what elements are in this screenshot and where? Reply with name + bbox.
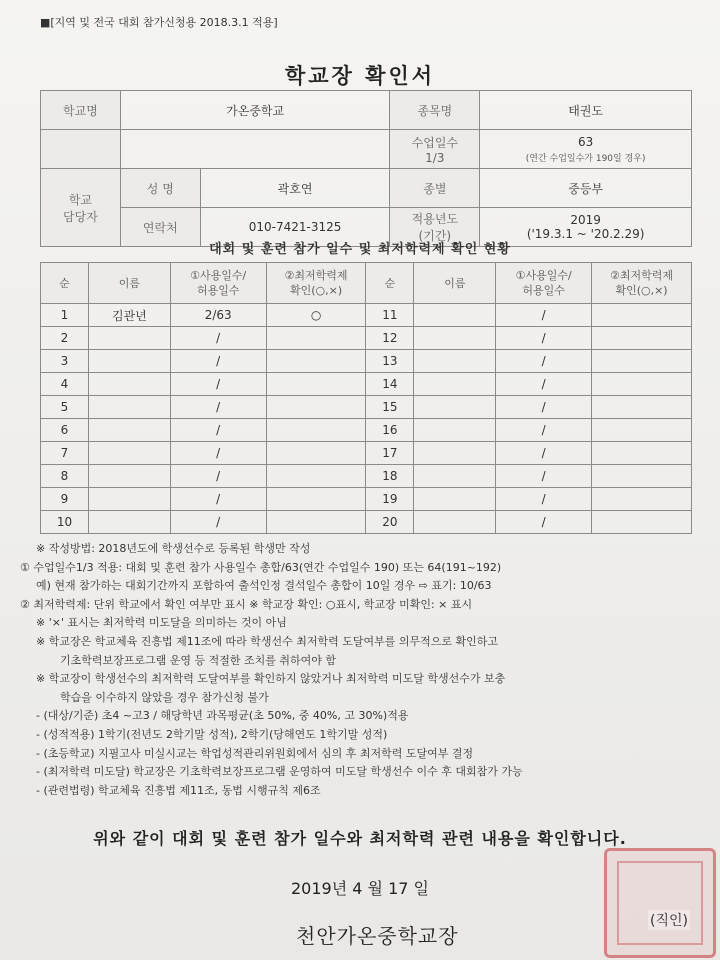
row-check bbox=[266, 419, 366, 442]
row-check bbox=[266, 396, 366, 419]
row-days: / bbox=[170, 350, 266, 373]
row-days-right: / bbox=[496, 396, 592, 419]
row-no: 4 bbox=[41, 373, 89, 396]
table-row bbox=[41, 327, 692, 350]
row-no: 7 bbox=[41, 442, 89, 465]
year-label-line1: 적용년도 bbox=[411, 212, 459, 226]
row-no: 9 bbox=[41, 488, 89, 511]
header-min-academic-line1: ②최저학력제 bbox=[284, 269, 348, 282]
row-check-right bbox=[592, 396, 692, 419]
seal-inner-border bbox=[617, 861, 703, 945]
note-line: - (초등학교) 지필고사 미실시교는 학업성적관리위원회에서 심의 후 최저학력 도달여부 결정 bbox=[36, 746, 474, 760]
table-row bbox=[41, 304, 692, 327]
row-name-right bbox=[414, 350, 496, 373]
row-check-right bbox=[592, 442, 692, 465]
row-no-right: 19 bbox=[366, 488, 414, 511]
row-days-right: / bbox=[496, 442, 592, 465]
row-no-right: 20 bbox=[366, 511, 414, 534]
issue-date: 2019년 4 월 17 일 bbox=[291, 879, 429, 898]
class-days-label-line1: 수업일수 bbox=[411, 135, 459, 150]
row-check-right bbox=[592, 373, 692, 396]
row-days: / bbox=[170, 396, 266, 419]
header-min-academic-right-line1: ②최저학력제 bbox=[610, 269, 674, 282]
school-name-label: 학교명 bbox=[41, 91, 121, 130]
row-days-right: / bbox=[496, 488, 592, 511]
table-row bbox=[41, 373, 692, 396]
seal-label: (직인) bbox=[648, 910, 690, 930]
name-value: 곽호연 bbox=[200, 169, 390, 208]
manager-label-line2: 담당자 bbox=[63, 209, 98, 224]
official-seal-stamp bbox=[604, 848, 716, 958]
year-label-line2: (기간) bbox=[418, 229, 452, 243]
row-no-right: 14 bbox=[366, 373, 414, 396]
row-no: 10 bbox=[41, 511, 89, 534]
row-no-right: 15 bbox=[366, 396, 414, 419]
school-name-value-cont bbox=[120, 130, 390, 169]
row-name-right bbox=[414, 419, 496, 442]
header-days-used-line2: 허용일수 bbox=[196, 284, 240, 297]
row-days: / bbox=[170, 327, 266, 350]
row-days-right: / bbox=[496, 327, 592, 350]
row-no-right: 11 bbox=[366, 304, 414, 327]
row-name bbox=[88, 327, 170, 350]
row-name bbox=[88, 511, 170, 534]
table-row bbox=[41, 350, 692, 373]
row-check-right bbox=[592, 511, 692, 534]
row-no: 6 bbox=[41, 419, 89, 442]
note-line: - (대상/기준) 초4 ~고3 / 해당학년 과목평균(초 50%, 중 40%, 고 30%)적용 bbox=[36, 709, 409, 723]
row-days-right: / bbox=[496, 465, 592, 488]
note-line: 기초학력보장프로그램 운영 등 적절한 조치를 취하여야 함 bbox=[60, 653, 337, 667]
note-line: ※ 학교장이 학생선수의 최저학력 도달여부를 확인하지 않았거나 최저학력 미도달 학생선수가 보충 bbox=[36, 672, 506, 686]
row-name bbox=[88, 465, 170, 488]
row-name bbox=[88, 373, 170, 396]
class-days-label bbox=[390, 130, 480, 169]
row-no: 3 bbox=[41, 350, 89, 373]
row-check bbox=[266, 465, 366, 488]
contact-label: 연락처 bbox=[120, 208, 200, 247]
row-name-right bbox=[414, 327, 496, 350]
notes-section bbox=[20, 540, 710, 800]
row-days: / bbox=[170, 373, 266, 396]
row-no-right: 13 bbox=[366, 350, 414, 373]
header-days-used-right bbox=[496, 263, 592, 304]
row-days-right: / bbox=[496, 373, 592, 396]
row-name-right bbox=[414, 373, 496, 396]
row-check bbox=[266, 511, 366, 534]
section-title: 대회 및 훈련 참가 일수 및 최저학력제 확인 현황 bbox=[209, 242, 511, 257]
row-check-right bbox=[592, 350, 692, 373]
row-name-right bbox=[414, 511, 496, 534]
row-check: ○ bbox=[266, 304, 366, 327]
table-row bbox=[41, 419, 692, 442]
table-row bbox=[41, 442, 692, 465]
row-name bbox=[88, 488, 170, 511]
row-check-right bbox=[592, 304, 692, 327]
header-min-academic-right-line2: 확인(○,×) bbox=[615, 284, 668, 297]
confirmation-statement: 위와 같이 대회 및 훈련 참가 일수와 최저학력 관련 내용을 확인합니다. bbox=[93, 829, 627, 848]
row-days-right: / bbox=[496, 304, 592, 327]
row-days: / bbox=[170, 442, 266, 465]
note-line: ※ 학교장은 학교체육 진흥법 제11조에 따라 학생선수 최저학력 도달여부를 의무적으로 확인하고 bbox=[36, 634, 498, 648]
header-min-academic bbox=[266, 263, 366, 304]
row-name-right bbox=[414, 465, 496, 488]
note-line: ② 최저학력제: 단위 학교에서 확인 여부만 표시 ※ 학교장 확인: ○표시, 학교장 미확인: × 표시 bbox=[20, 597, 473, 611]
row-no-right: 18 bbox=[366, 465, 414, 488]
row-no-right: 12 bbox=[366, 327, 414, 350]
row-check bbox=[266, 488, 366, 511]
header-days-used-right-line2: 허용일수 bbox=[522, 284, 565, 297]
participation-table bbox=[40, 262, 692, 534]
row-days: 2/63 bbox=[170, 304, 266, 327]
table-header-row bbox=[41, 263, 692, 304]
note-line: 예) 현재 참가하는 대회기간까지 포함하여 출석인정 결석일수 총합이 10일 경우 ⇨ 표기: 10/63 bbox=[36, 579, 492, 593]
row-days-right: / bbox=[496, 419, 592, 442]
row-no: 5 bbox=[41, 396, 89, 419]
row-name bbox=[88, 442, 170, 465]
row-name: 김관년 bbox=[88, 304, 170, 327]
manager-label-line1: 학교 bbox=[68, 192, 93, 207]
class-days-value bbox=[480, 130, 692, 169]
note-line: ※ '×' 표시는 최저학력 미도달을 의미하는 것이 아님 bbox=[36, 616, 287, 630]
row-name-right bbox=[414, 396, 496, 419]
note-line: ① 수업일수1/3 적용: 대회 및 훈련 참가 사용일수 총합/63(연간 수업일수 190) 또는 64(191~192) bbox=[20, 560, 502, 574]
header-min-academic-line2: 확인(○,×) bbox=[289, 284, 343, 297]
row-check bbox=[266, 327, 366, 350]
class-days-note: (연간 수업일수가 190일 경우) bbox=[525, 153, 646, 164]
header-name: 이름 bbox=[88, 263, 170, 304]
row-name bbox=[88, 396, 170, 419]
row-name bbox=[88, 419, 170, 442]
row-check-right bbox=[592, 327, 692, 350]
table-row bbox=[41, 488, 692, 511]
school-name-value: 가온중학교 bbox=[120, 91, 390, 130]
name-label: 성 명 bbox=[120, 169, 200, 208]
school-info-table bbox=[40, 90, 692, 247]
header-days-used-line1: ①사용일수/ bbox=[190, 269, 247, 282]
row-check bbox=[266, 373, 366, 396]
row-no-right: 16 bbox=[366, 419, 414, 442]
note-line: 학습을 이수하지 않았을 경우 참가신청 불가 bbox=[60, 690, 269, 704]
header-days-used bbox=[170, 263, 266, 304]
note-line: - (최저학력 미도달) 학교장은 기초학력보장프로그램 운영하여 미도달 학생선수 이수 후 대회참가 가능 bbox=[36, 765, 523, 779]
table-row bbox=[41, 511, 692, 534]
row-days-right: / bbox=[496, 511, 592, 534]
class-days-number: 63 bbox=[577, 134, 594, 149]
category-value: 중등부 bbox=[480, 169, 692, 208]
note-line: ※ 작성방법: 2018년도에 학생선수로 등록된 학생만 작성 bbox=[36, 542, 311, 555]
row-check bbox=[266, 442, 366, 465]
header-name-right: 이름 bbox=[414, 263, 496, 304]
document-title: 학교장 확인서 bbox=[284, 64, 436, 88]
row-name bbox=[88, 350, 170, 373]
sport-value: 태권도 bbox=[480, 91, 692, 130]
row-name-right bbox=[414, 488, 496, 511]
header-no-right: 순 bbox=[366, 263, 414, 304]
row-check-right bbox=[592, 419, 692, 442]
row-no: 1 bbox=[41, 304, 89, 327]
form-header: ■[지역 및 전국 대회 참가신청용 2018.3.1 적용] bbox=[40, 16, 278, 29]
row-no-right: 17 bbox=[366, 442, 414, 465]
principal-name: 천안가온중학교장 bbox=[296, 924, 459, 948]
header-days-used-right-line1: ①사용일수/ bbox=[515, 269, 572, 282]
manager-label bbox=[41, 169, 121, 247]
contact-value: 010-7421-3125 bbox=[200, 208, 390, 247]
class-days-label-line2: 1/3 bbox=[425, 150, 445, 165]
row-days: / bbox=[170, 488, 266, 511]
row-no: 8 bbox=[41, 465, 89, 488]
row-days-right: / bbox=[496, 350, 592, 373]
row-days: / bbox=[170, 419, 266, 442]
category-label: 종별 bbox=[390, 169, 480, 208]
row-check-right bbox=[592, 488, 692, 511]
row-check-right bbox=[592, 465, 692, 488]
row-days: / bbox=[170, 465, 266, 488]
row-name-right bbox=[414, 304, 496, 327]
header-min-academic-right bbox=[592, 263, 692, 304]
row-no: 2 bbox=[41, 327, 89, 350]
school-name-label-cont bbox=[41, 130, 121, 169]
sport-label: 종목명 bbox=[390, 91, 480, 130]
note-line: - (관련법령) 학교체육 진흥법 제11조, 동법 시행규칙 제6조 bbox=[36, 783, 321, 797]
header-no: 순 bbox=[41, 263, 89, 304]
year-number: 2019 bbox=[570, 213, 601, 227]
period-value: ('19.3.1 ~ '20.2.29) bbox=[526, 227, 645, 241]
row-check bbox=[266, 350, 366, 373]
note-line: - (성적적용) 1학기(전년도 2학기말 성적), 2학기(당해연도 1학기말 성적) bbox=[36, 727, 388, 741]
row-name-right bbox=[414, 442, 496, 465]
table-row bbox=[41, 465, 692, 488]
table-row bbox=[41, 396, 692, 419]
row-days: / bbox=[170, 511, 266, 534]
